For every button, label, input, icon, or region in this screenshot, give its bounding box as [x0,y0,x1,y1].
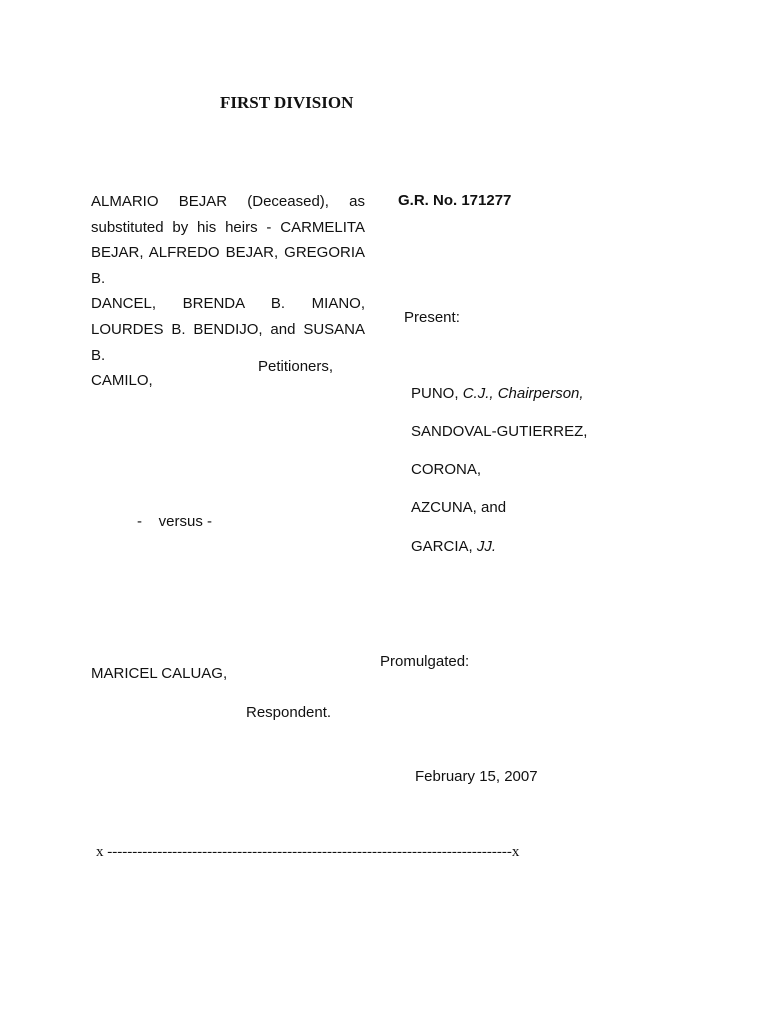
justice-chairperson-title: C.J., Chairperson, [462,385,584,402]
division-heading: FIRST DIVISION [220,93,354,112]
respondent-name: MARICEL CALUAG, [91,665,228,682]
justice-member-title: JJ. [476,538,497,555]
promulgated-label: Promulgated: [380,653,470,670]
respondent-label: Respondent. [246,704,332,721]
petitioner-line: CAMILO, [91,372,153,390]
justice-chairperson-name: PUNO, [411,385,463,402]
present-label: Present: [404,309,460,326]
petitioner-line: ALMARIO BEJAR (Deceased), as [91,193,365,210]
justice-member [411,538,496,555]
gr-number: G.R. No. 171277 [398,192,512,209]
justice-member-name: GARCIA, [411,538,477,555]
justice-chairperson [411,385,584,402]
petitioner-line: DANCEL, BRENDA B. MIANO, [91,295,365,313]
petitioners-label: Petitioners, [258,358,334,375]
petitioner-line: substituted by his heirs - CARMELITA [91,218,365,236]
petitioner-line: LOURDES B. BENDIJO, and SUSANA B. [91,320,365,364]
versus-label: - versus - [137,513,213,530]
petitioner-line: BEJAR, ALFREDO BEJAR, GREGORIA B. [91,244,365,287]
promulgation-date: February 15, 2007 [415,768,538,785]
separator-line: x ---------------------------------------------------------------------------------x [96,844,520,860]
justice-member: CORONA, [411,461,482,478]
justice-member: AZCUNA, and [411,499,507,516]
justice-member: SANDOVAL-GUTIERREZ, [411,423,588,440]
